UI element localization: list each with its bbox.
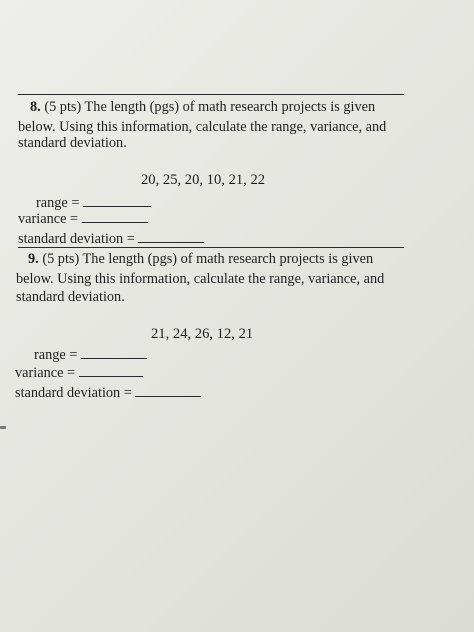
q9-data-values: 21, 24, 26, 12, 21 — [151, 326, 254, 342]
q8-stddev-label: standard deviation = — [18, 231, 135, 247]
q9-range-row — [34, 345, 147, 365]
edge-mark — [0, 426, 6, 429]
q9-line1 — [28, 249, 373, 269]
q9-stddev-label: standard deviation = — [15, 385, 132, 401]
q9-variance-answer-blank[interactable] — [79, 363, 143, 377]
q9-stddev-answer-blank[interactable] — [135, 383, 201, 397]
q8-range-answer-blank[interactable] — [83, 193, 151, 207]
q9-text-line3: standard deviation. — [16, 289, 125, 305]
q8-variance-row — [18, 209, 148, 229]
middle-divider — [18, 247, 404, 248]
q8-stddev-row — [18, 229, 204, 249]
q8-number: 8. — [30, 99, 41, 115]
q9-variance-row — [15, 363, 143, 383]
q8-stddev-answer-blank[interactable] — [138, 229, 204, 243]
q9-range-answer-blank[interactable] — [81, 345, 147, 359]
q9-stddev-row — [15, 383, 201, 403]
q8-variance-answer-blank[interactable] — [82, 209, 148, 223]
q8-range-label: range = — [36, 195, 80, 211]
q9-text-line2: below. Using this information, calculate the range, variance, and — [16, 271, 385, 287]
q8-text-line3: standard deviation. — [18, 135, 127, 151]
q8-text-line2: below. Using this information, calculate the range, variance, and — [18, 119, 387, 135]
q9-range-label: range = — [34, 347, 78, 363]
q8-data-values: 20, 25, 20, 10, 21, 22 — [141, 172, 266, 188]
q9-text-line1: (5 pts) The length (pgs) of math research projects is given — [42, 251, 374, 267]
q8-line1 — [30, 97, 375, 117]
q8-text-line1: (5 pts) The length (pgs) of math research projects is given — [44, 99, 376, 115]
q8-variance-label: variance = — [18, 211, 79, 227]
q9-variance-label: variance = — [15, 365, 76, 381]
top-divider — [18, 94, 404, 95]
q9-number: 9. — [28, 251, 39, 267]
